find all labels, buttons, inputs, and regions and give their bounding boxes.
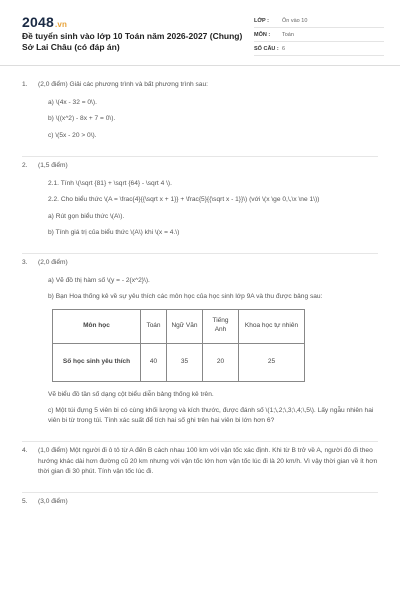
question-part: a) Rút gọn biểu thức \(A\).: [48, 212, 125, 220]
table-header-cell: Tiếng Anh: [203, 309, 239, 343]
table-header-row: [53, 309, 305, 343]
table-header-cell: Môn học: [53, 309, 141, 343]
statistics-table: [52, 309, 305, 382]
meta-value: 6: [282, 45, 286, 52]
question-part: a) Vẽ đồ thị hàm số \(y = - 2{x^2}\).: [48, 277, 150, 285]
question-number: 4.: [22, 447, 28, 455]
question-number: 2.: [22, 161, 28, 169]
question-body: [38, 446, 378, 483]
question-heading: (2,0 điểm) Giải các phương trình và bất phương trình sau:: [38, 81, 208, 88]
question-text: (1,0 điểm) Một người đi ô tô từ A đến B cách nhau 100 km với vận tốc xác định. Khi từ B trở về A, người đó đi theo hướng khác dài hơn đường cũ 20 km nhưng với vận tốc lớn hơn vận tốc lúc đi là 20 km/h. Vì vậy thời gian về ít hơn thời gian đi 30 phút. Tính vận tốc lúc đi.: [38, 447, 378, 475]
meta-label: SỐ CÂU :: [254, 45, 279, 52]
question-part: 2.1. Tính \(\sqrt {81} + \sqrt {64} - \sqrt 4 \).: [48, 180, 172, 188]
question-1: [22, 76, 378, 157]
question-part: b) Tính giá trị của biểu thức \(A\) khi \(x = 4.\): [48, 228, 180, 236]
question-list: [22, 76, 378, 524]
question-number: 1.: [22, 81, 28, 88]
logo-text: 2048: [22, 14, 54, 30]
question-4: [22, 442, 378, 493]
meta-row-subject: [254, 28, 384, 42]
table-cell: 20: [203, 343, 239, 381]
meta-value: Toán: [282, 31, 294, 38]
exam-meta: [254, 14, 384, 56]
meta-row-class: [254, 14, 384, 28]
table-header-cell: Khoa học tự nhiên: [239, 309, 305, 343]
question-body: [38, 497, 378, 515]
table-header-cell: Ngữ Văn: [167, 309, 203, 343]
question-part: c) \(5x - 20 > 0\).: [48, 131, 97, 139]
table-cell: 25: [239, 343, 305, 381]
question-heading: (2,0 điểm): [38, 258, 68, 266]
question-part: c) Một túi đựng 5 viên bi có cùng khối lượng và kích thước, được đánh số \(1;\,2;\,3;\,4;\,5\). Lấy ngẫu nhiên hai viên bi từ trong túi. Tính xác suất để tích hai số ghi trên hai viên bi lớn hơn 6?: [48, 406, 374, 425]
question-body: [38, 161, 378, 244]
logo-suffix: .vn: [54, 20, 68, 29]
question-number: 3.: [22, 258, 28, 266]
question-part: Vẽ biểu đồ tần số dạng cột biểu diễn bảng thống kê trên.: [48, 390, 214, 398]
question-number: 5.: [22, 497, 28, 505]
table-cell: 35: [167, 343, 203, 381]
question-heading: (3,0 điểm): [38, 497, 68, 505]
page-header: [0, 0, 400, 66]
question-heading: (1,5 điểm): [38, 161, 68, 169]
meta-row-count: [254, 42, 384, 56]
site-logo[interactable]: [22, 14, 67, 30]
table-header-cell: Toán: [141, 309, 167, 343]
meta-value: Ôn vào 10: [282, 17, 308, 24]
question-2: [22, 157, 378, 254]
table-cell: 40: [141, 343, 167, 381]
meta-label: LỚP :: [254, 17, 269, 24]
question-body: [38, 80, 378, 147]
question-part: b) Bạn Hoa thống kê về sự yêu thích các môn học của học sinh lớp 9A và thu được bảng sau:: [48, 293, 323, 301]
table-row-header: Số học sinh yêu thích: [53, 343, 141, 381]
table-row: [53, 343, 305, 381]
question-part: b) \((x^2) - 8x + 7 = 0\).: [48, 115, 116, 123]
question-part: 2.2. Cho biểu thức \(A = \frac{4}{{\sqrt x + 1}} + \frac{5}{{\sqrt x - 1}}\) (với \(x \ge 0,\,\x \ne 1\)): [48, 196, 320, 204]
question-3: [22, 254, 378, 442]
question-5: [22, 493, 378, 524]
question-body: [38, 258, 378, 432]
exam-title: Đề tuyển sinh vào lớp 10 Toán năm 2026-2027 (Chung) Sở Lai Châu (có đáp án): [22, 31, 243, 53]
question-part: a) \(4x - 32 = 0\).: [48, 99, 97, 107]
meta-label: MÔN :: [254, 31, 271, 38]
